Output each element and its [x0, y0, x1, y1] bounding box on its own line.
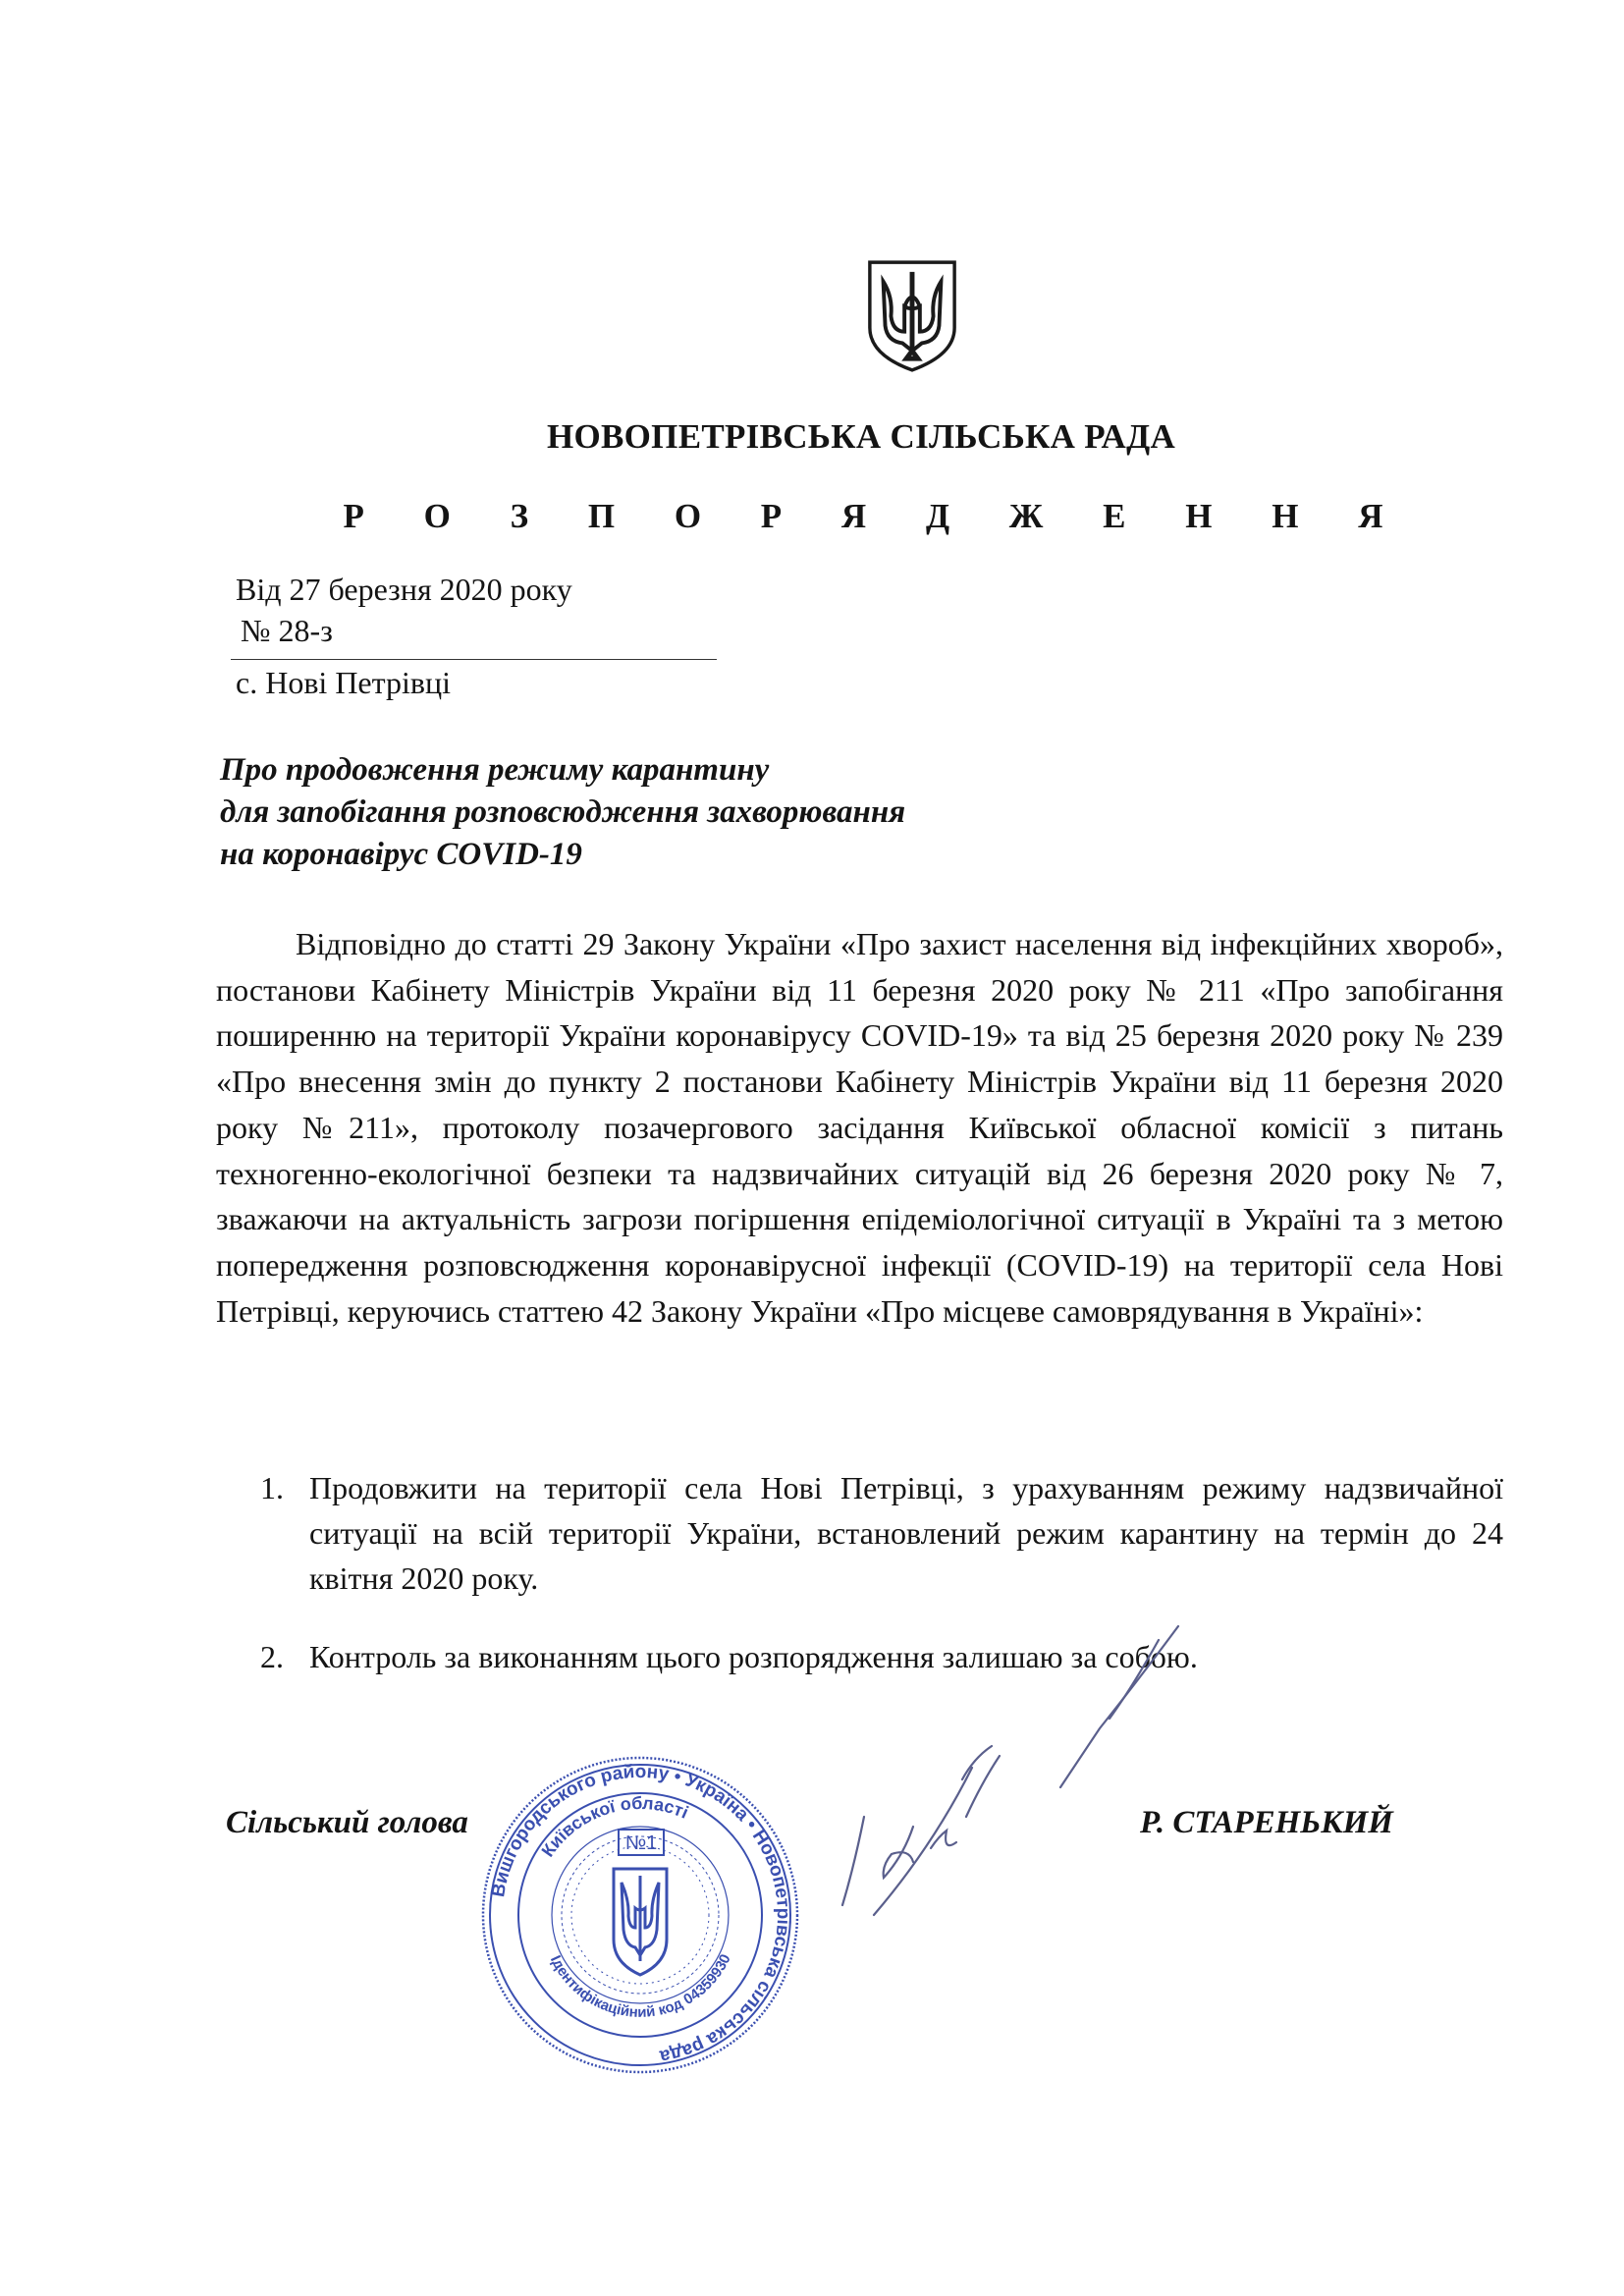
council-name: НОВОПЕТРІВСЬКА СІЛЬСЬКА РАДА — [546, 417, 1176, 456]
body-paragraph: Відповідно до статті 29 Закону України «Про захист населення від інфекційних хвороб», постанови Кабінету Міністрів України від 11 березня 2020 року № 211 «Про запобігання поширенню на території України коронавірусу COVID-19» та від 25 березня 2020 року № 239 «Про внесення змін до пункту 2 постанови Кабінету Міністрів України від 11 березня 2020 року №211», протоколу позачергового засідання Київської обласної комісії з питань техногенно-екологічної безпеки та надзвичайних ситуацій від 26 березня 2020 року № 7, зважаючи на актуальність загрози погіршення епідеміологічної ситуації в Україні та з метою попередження розповсюдження коронавірусної інфекції (COVID-19) на території села Нові Петрівці, керуючись статтею 42 Закону України «Про місцеве самоврядування в Україні»: — [216, 926, 1503, 1329]
document-subject — [220, 749, 1104, 876]
subject-line-1: Про продовження режиму карантину — [220, 752, 770, 788]
document-type: Р О З П О Р Я Д Ж Е Н Н Я — [343, 497, 1409, 535]
seal-inner-text: Київської області — [537, 1792, 692, 1861]
divider — [231, 659, 717, 660]
document-date: Від 27 березня 2020 року — [236, 572, 572, 607]
subject-line-2: для запобігання розповсюдження захворювання — [220, 794, 906, 830]
trident-emblem-icon — [614, 1869, 667, 1975]
svg-text:Ідентифікаційний код 04359930 — [547, 1951, 734, 2021]
document-place: с. Нові Петрівці — [236, 665, 452, 700]
document-number: № 28-з — [241, 613, 333, 648]
subject-line-3: на коронавірус COVID-19 — [220, 837, 582, 872]
handwritten-signature — [766, 1620, 1188, 1944]
signatory-position: Сільський голова — [226, 1805, 468, 1840]
seal-outer-text: Вишгородського району • Україна • Новопетрівська сільська рада — [488, 1761, 794, 2067]
list-item-number: 2. — [260, 1639, 284, 1674]
coat-of-arms-icon — [864, 258, 960, 374]
signatory-name: Р. СТАРЕНЬКИЙ — [1140, 1805, 1393, 1840]
list-item-text: Контроль за виконанням цього розпорядження залишаю за собою. — [309, 1639, 1198, 1674]
seal-bottom-text: Ідентифікаційний код 04359930 — [546, 1951, 734, 2021]
official-seal — [478, 1753, 802, 2077]
seal-number: №1 — [624, 1832, 658, 1854]
list-item-text: Продовжити на території села Нові Петрівці, з урахуванням режиму надзвичайної ситуації на всій території України, встановлений режим карантину на термін до 24 квітня 2020 року. — [309, 1470, 1503, 1596]
list-item-number: 1. — [260, 1470, 284, 1505]
